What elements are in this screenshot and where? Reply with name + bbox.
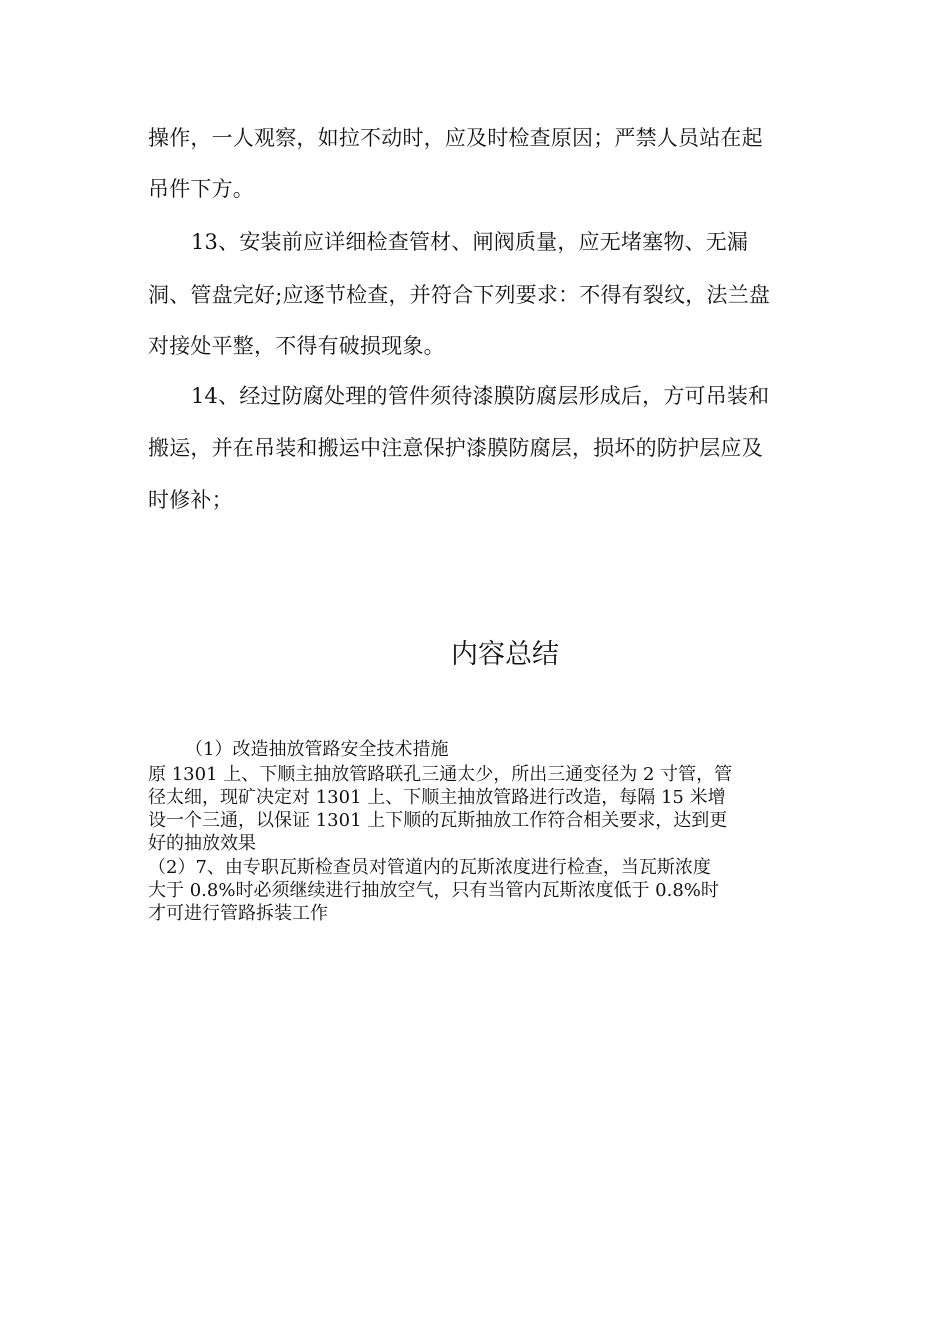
text-line: 14、经过防腐处理的管件须待漆膜防腐层形成后，方可吊装和 bbox=[191, 384, 770, 408]
summary-line: 径太细，现矿决定对 1301 上、下顺主抽放管路进行改造，每隔 15 米增 bbox=[148, 787, 726, 808]
text-line: 操作，一人观察，如拉不动时，应及时检查原因；严禁人员站在起 bbox=[148, 126, 763, 150]
summary-line: 才可进行管路拆装工作 bbox=[148, 903, 328, 924]
summary-line: 设一个三通，以保证 1301 上下顺的瓦斯抽放工作符合相关要求，达到更 bbox=[148, 810, 728, 831]
text-line: 洞、管盘完好;应逐节检查，并符合下列要求：不得有裂纹，法兰盘 bbox=[148, 283, 771, 307]
summary-title: 内容总结 bbox=[451, 639, 559, 670]
summary-line: 大于 0.8%时必须继续进行抽放空气，只有当管内瓦斯浓度低于 0.8%时 bbox=[148, 880, 719, 901]
text-line: 13、安装前应详细检查管材、闸阀质量，应无堵塞物、无漏 bbox=[191, 230, 749, 254]
text-line: 搬运，并在吊装和搬运中注意保护漆膜防腐层，损坏的防护层应及 bbox=[148, 436, 763, 460]
text-line: 时修补； bbox=[148, 488, 233, 512]
summary-line: （2）7、由专职瓦斯检查员对管道内的瓦斯浓度进行检查，当瓦斯浓度 bbox=[148, 857, 711, 878]
summary-line: （1）改造抽放管路安全技术措施 bbox=[185, 739, 449, 760]
text-line: 吊件下方。 bbox=[148, 177, 254, 201]
summary-line: 好的抽放效果 bbox=[148, 833, 256, 854]
summary-line: 原 1301 上、下顺主抽放管路联孔三通太少，所出三通变径为 2 寸管，管 bbox=[148, 764, 733, 785]
text-line: 对接处平整，不得有破损现象。 bbox=[148, 334, 445, 358]
